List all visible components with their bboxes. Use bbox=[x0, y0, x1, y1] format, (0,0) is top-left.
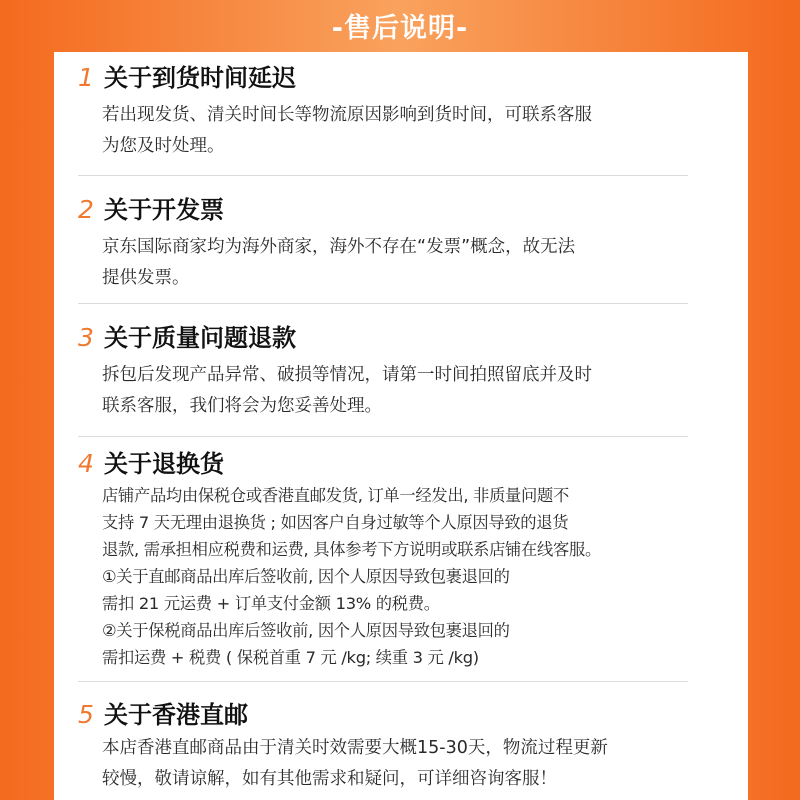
page-title: -售后说明- bbox=[331, 12, 469, 44]
section-heading bbox=[78, 699, 688, 733]
section-body bbox=[102, 360, 592, 421]
body-line: 联系客服，我们将会为您妥善处理。 bbox=[102, 395, 382, 416]
section-delivery-delay bbox=[78, 62, 688, 156]
section-divider bbox=[78, 303, 688, 304]
body-line: 为您及时处理。 bbox=[102, 135, 225, 156]
section-heading bbox=[78, 322, 688, 356]
body-line: 退款, 需承担相应税费和运费, 具体参考下方说明或联系店铺在线客服。 bbox=[102, 540, 601, 559]
section-invoice bbox=[78, 194, 688, 288]
section-number: 4 bbox=[78, 449, 94, 478]
section-heading bbox=[78, 194, 688, 228]
section-quality-refund bbox=[78, 322, 688, 416]
section-body bbox=[102, 100, 592, 161]
section-divider bbox=[78, 436, 688, 437]
section-title: 关于香港直邮 bbox=[104, 701, 248, 729]
section-divider bbox=[78, 175, 688, 176]
section-title: 关于退换货 bbox=[104, 450, 224, 478]
section-number: 1 bbox=[78, 63, 94, 92]
section-divider bbox=[78, 681, 688, 682]
body-line: ②关于保税商品出库后签收前, 因个人原因导致包裹退回的 bbox=[102, 621, 510, 640]
section-heading bbox=[78, 62, 688, 96]
section-returns bbox=[78, 448, 688, 667]
section-title: 关于到货时间延迟 bbox=[104, 64, 296, 92]
body-line: ①关于直邮商品出库后签收前, 因个人原因导致包裹退回的 bbox=[102, 567, 510, 586]
section-number: 2 bbox=[78, 195, 94, 224]
after-sales-panel bbox=[54, 52, 748, 800]
body-line: 需扣 21 元运费 + 订单支付金额 13% 的税费。 bbox=[102, 594, 440, 613]
body-line: 拆包后发现产品异常、破损等情况，请第一时间拍照留底并及时 bbox=[102, 365, 592, 385]
body-line: 需扣运费 + 税费 ( 保税首重 7 元 /kg; 续重 3 元 /kg) bbox=[102, 648, 479, 667]
section-body bbox=[102, 482, 601, 671]
body-line: 支持 7 天无理由退换货 ; 如因客户自身过敏等个人原因导致的退货 bbox=[102, 513, 569, 532]
section-body bbox=[102, 733, 608, 794]
section-number: 5 bbox=[78, 700, 94, 729]
body-line: 本店香港直邮商品由于清关时效需要大概15-30天，物流过程更新 bbox=[102, 738, 608, 758]
section-number: 3 bbox=[78, 323, 94, 352]
body-line: 京东国际商家均为海外商家，海外不存在“发票”概念，故无法 bbox=[102, 237, 576, 257]
section-body bbox=[102, 232, 575, 293]
section-title: 关于质量问题退款 bbox=[104, 324, 296, 352]
body-line: 提供发票。 bbox=[102, 267, 190, 288]
body-line: 店铺产品均由保税仓或香港直邮发货, 订单一经发出, 非质量问题不 bbox=[102, 486, 569, 505]
section-title: 关于开发票 bbox=[104, 196, 224, 224]
section-heading bbox=[78, 448, 688, 482]
section-hk-direct-mail bbox=[78, 699, 688, 789]
body-line: 较慢，敬请谅解，如有其他需求和疑问，可详细咨询客服！ bbox=[102, 768, 557, 789]
header-banner bbox=[0, 0, 800, 50]
body-line: 若出现发货、清关时间长等物流原因影响到货时间，可联系客服 bbox=[102, 105, 592, 125]
